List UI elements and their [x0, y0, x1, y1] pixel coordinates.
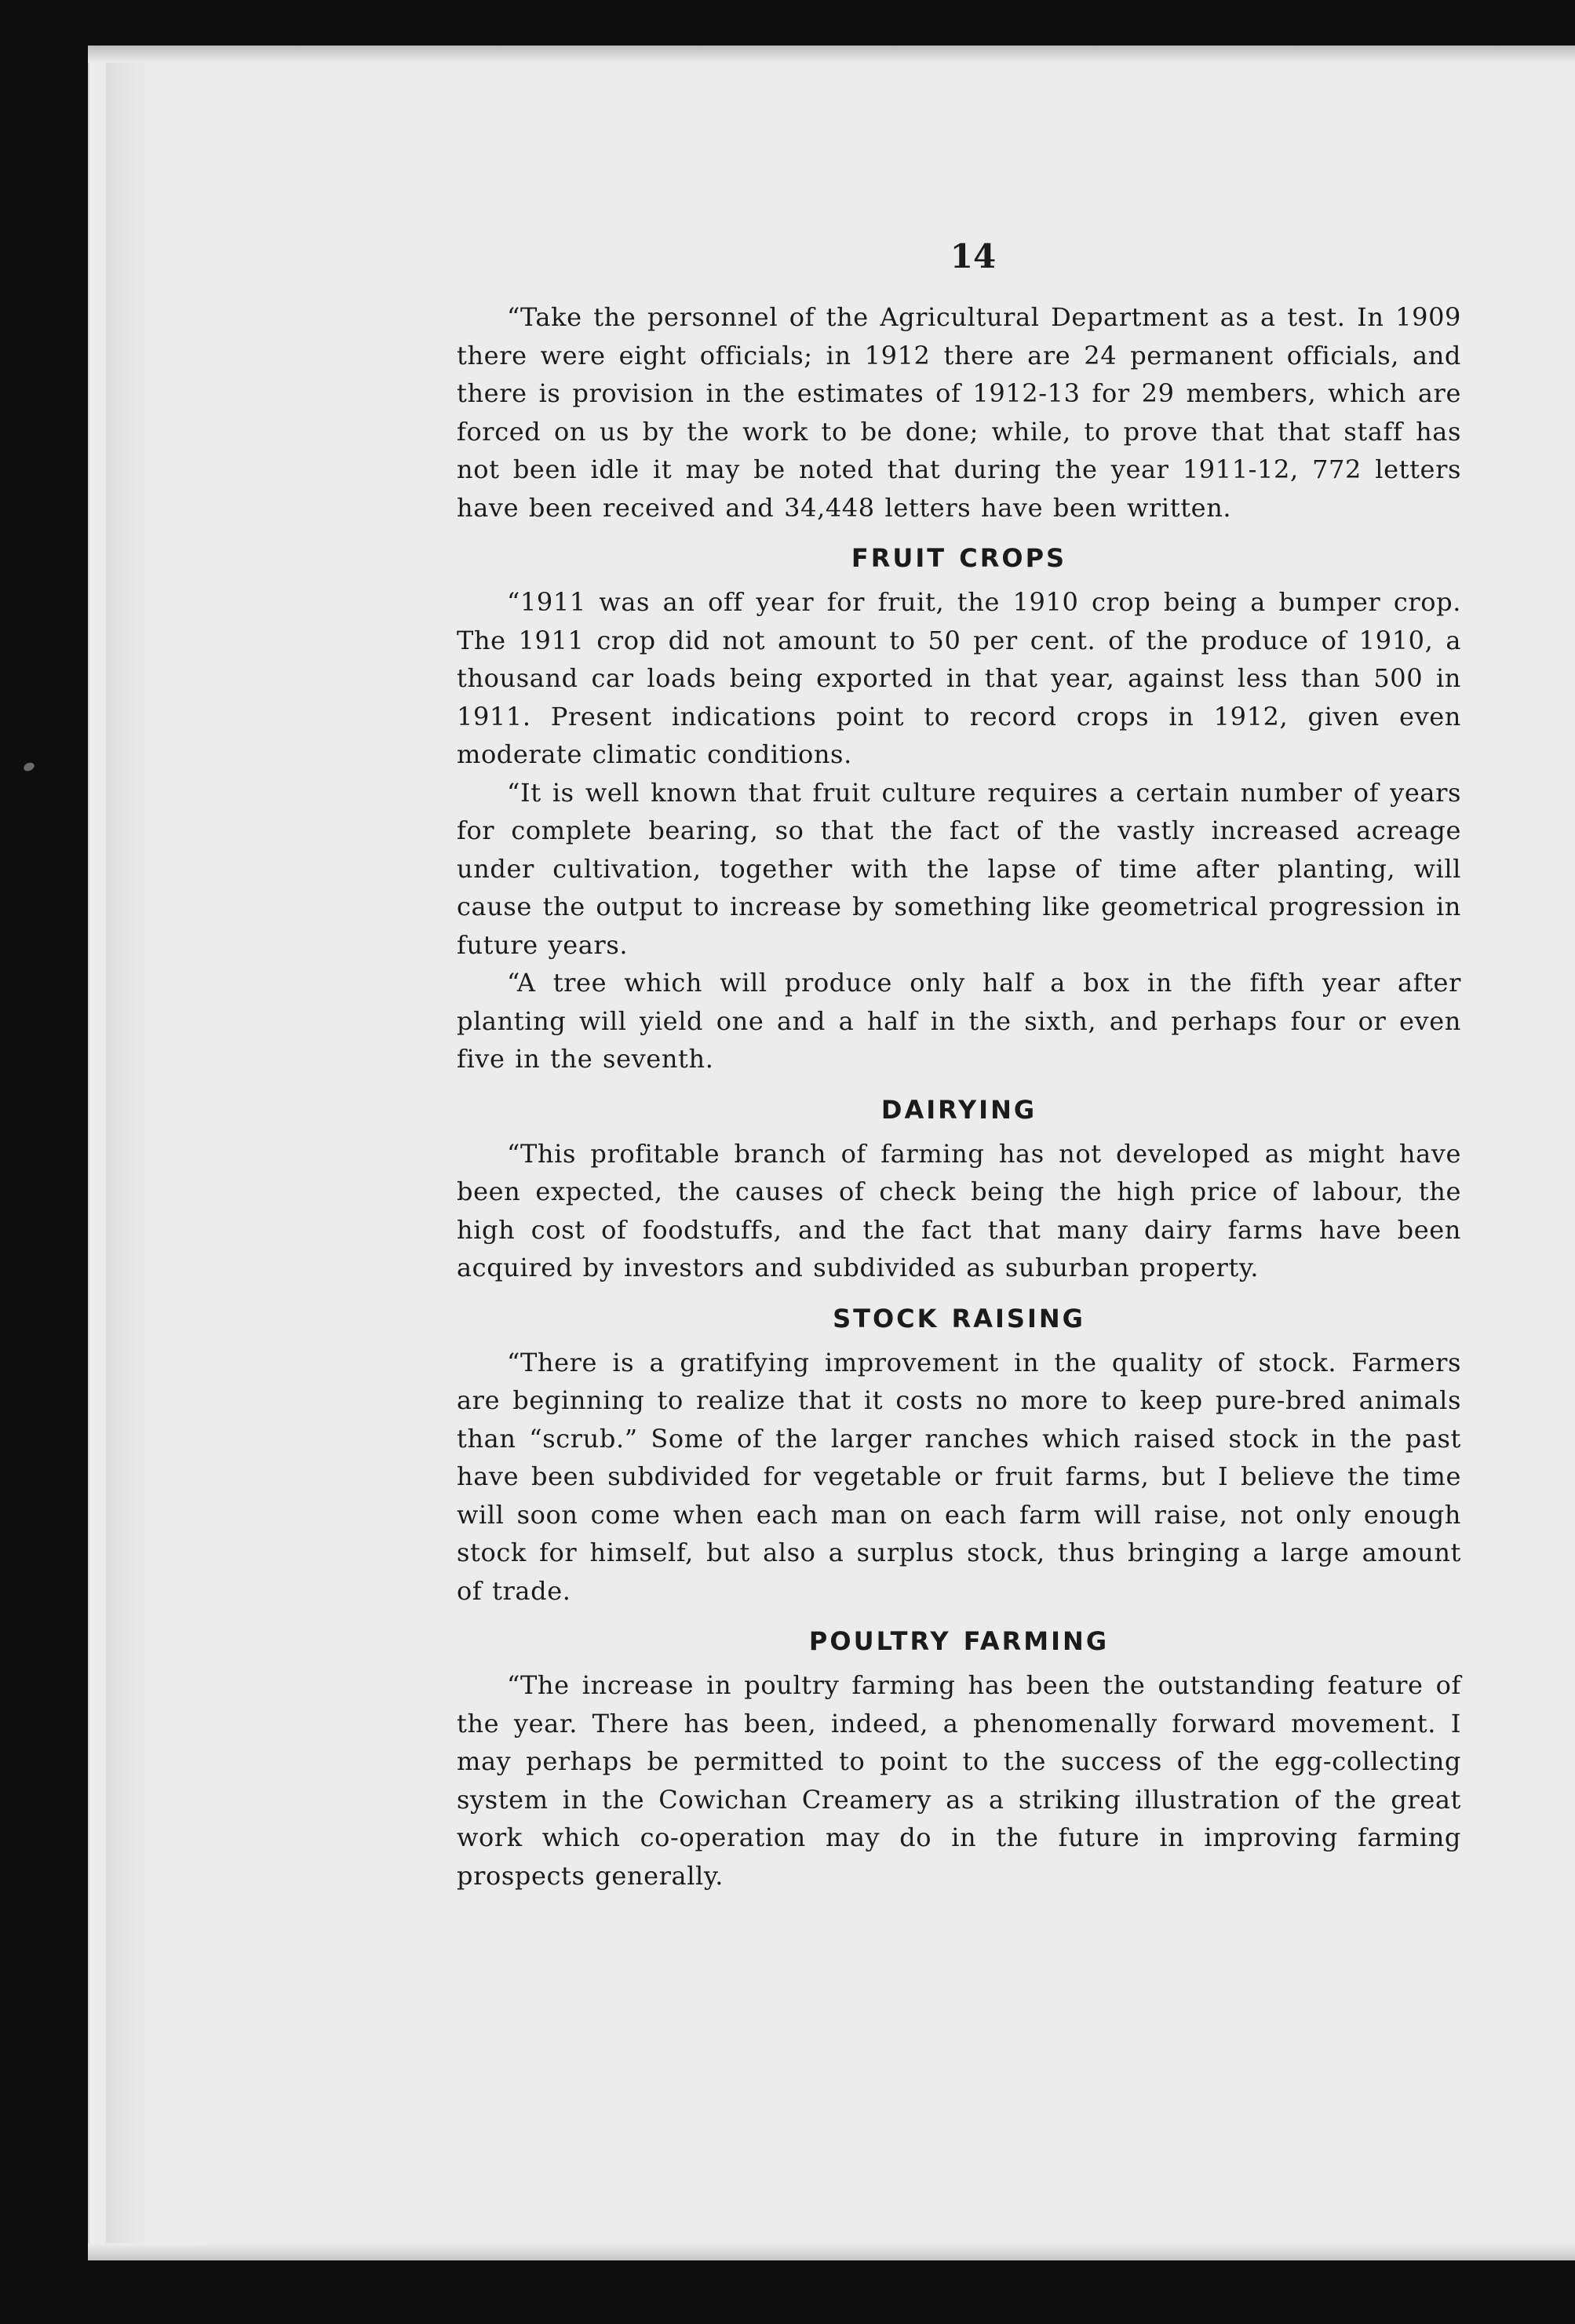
dairying-paragraph: “This profitable branch of farming has not developed as might have been expected, the causes of check being the high price of labour, the high cost of foodstuffs, and the fact that many dairy farms have been acquired by investors and subdivided as suburban property.: [457, 1138, 1461, 1282]
poultry-farming-paragraph: “The increase in poultry farming has been the outstanding feature of the year. There has been, indeed, a phenomenally forward movement. I may perhaps be permitted to point to the success of the egg-collecting system in the Cowichan Creamery as a striking illustration of the great work which co-operation may do in the future in improving farming prospects generally.: [457, 1670, 1461, 1891]
section-heading-fruit-crops: FRUIT CROPS: [851, 543, 1067, 573]
page-bottom-shadow: [88, 2243, 1575, 2260]
section-heading-dairying: DAIRYING: [880, 1094, 1037, 1125]
scan-smudge: [23, 761, 36, 773]
page-number: 14: [950, 237, 997, 275]
page-body: [457, 298, 1461, 1895]
binding-edge: [106, 46, 224, 2260]
section-heading-stock-raising: STOCK RAISING: [833, 1303, 1085, 1333]
intro-paragraph: “Take the personnel of the Agricultural Department as a test. In 1909 there were eight officials; in 1912 there are 24 permanent officials, and there is provision in the estimates of 1912-13 for 29 members, which are forced on us by the work to be done; while, to prove that that staff has not been idle it may be noted that during the year 1911-12, 772 letters have been received and 34,448 letters have been written.: [457, 302, 1461, 523]
page-top-shadow: [88, 46, 1575, 63]
fruit-crops-paragraph-2: “It is well known that fruit culture requires a certain number of years for complete bearing, so that the fact of the vastly increased acreage under cultivation, together with the lapse of time after planting, will cause the output to increase by something like geometrical progression in future years.: [457, 777, 1461, 960]
section-heading-poultry-farming: POULTRY FARMING: [808, 1626, 1110, 1656]
fruit-crops-paragraph-3: “A tree which will produce only half a box in the fifth year after planting will yield one and a half in the sixth, and perhaps four or even five in the seventh.: [457, 968, 1461, 1074]
stock-raising-paragraph: “There is a gratifying improvement in the quality of stock. Farmers are beginning to realize that it costs no more to keep pure-bred animals than “scrub.” Some of the larger ranches which raised stock in the past have been subdivided for vegetable or fruit farms, but I believe the time will soon come when each man on each farm will raise, not only enough stock for himself, but also a surplus stock, thus bringing a large amount of trade.: [457, 1347, 1461, 1606]
fruit-crops-paragraph-1: “1911 was an off year for fruit, the 1910 crop being a bumper crop. The 1911 crop did not amount to 50 per cent. of the produce of 1910, a thousand car loads being exported in that year, against less than 500 in 1911. Present indications point to record crops in 1912, given even moderate climatic conditions.: [457, 587, 1461, 769]
